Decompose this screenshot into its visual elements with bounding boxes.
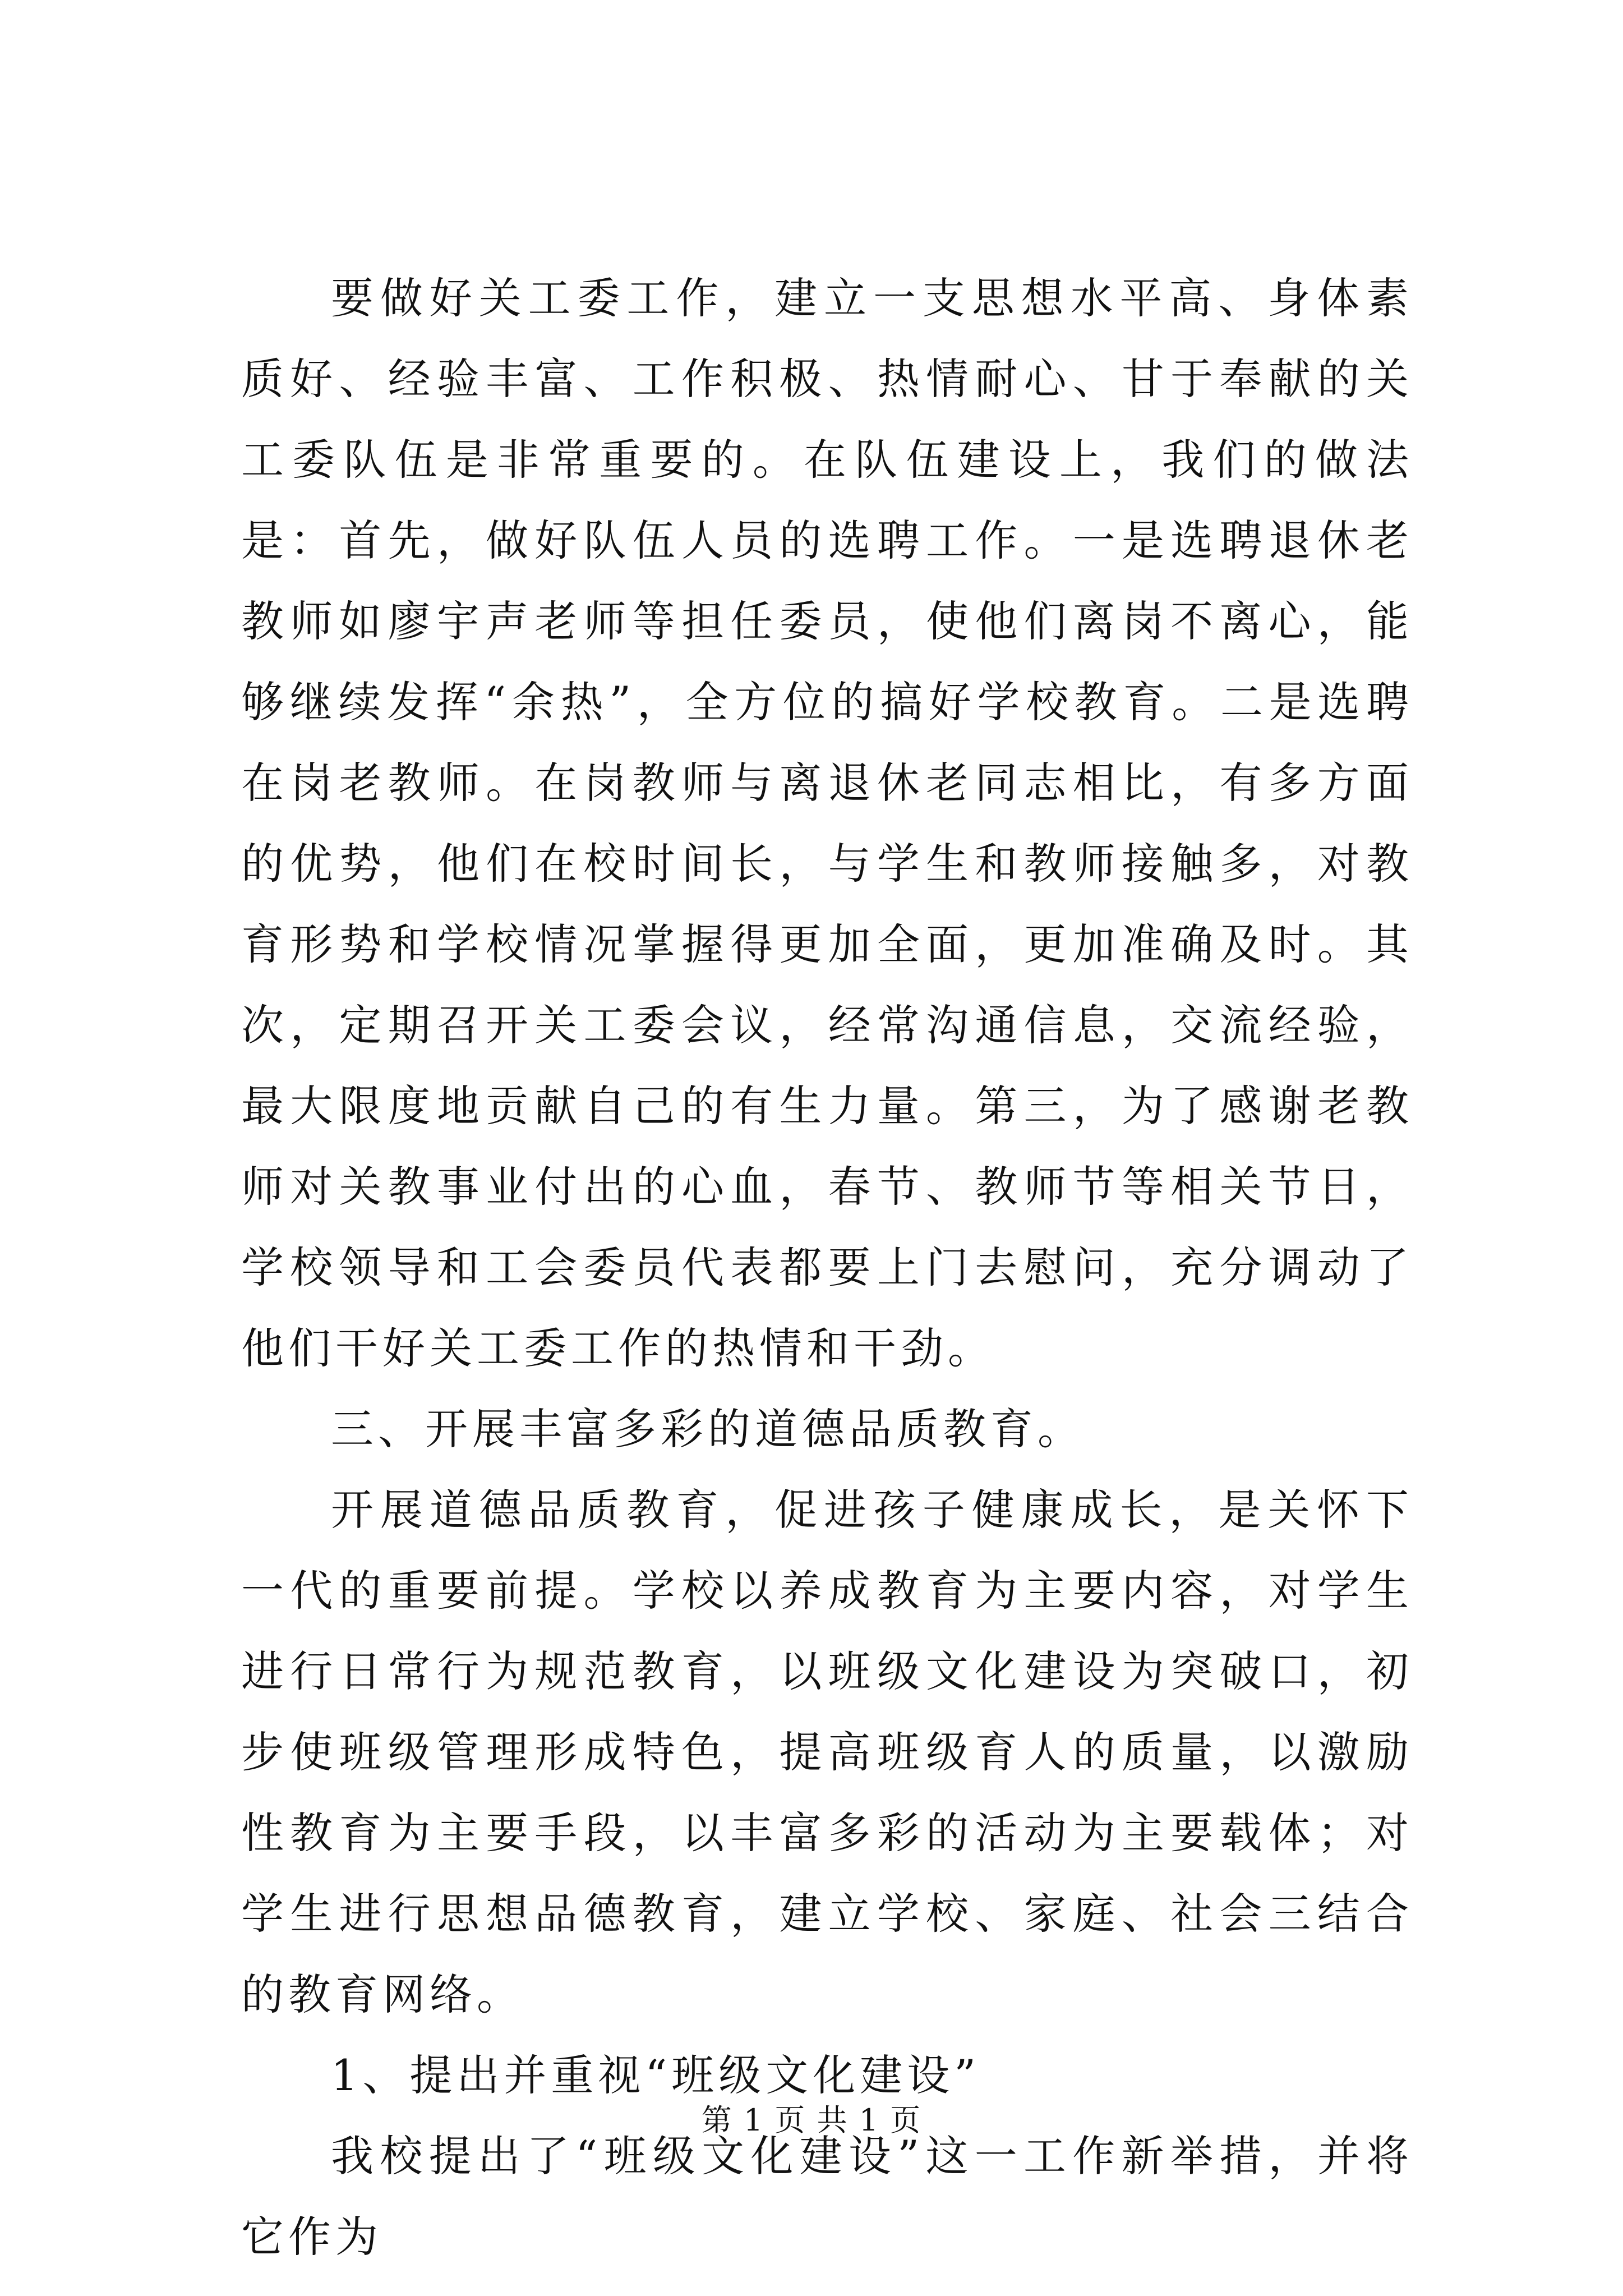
paragraph-team-building: 要做好关工委工作，建立一支思想水平高、身体素质好、经验丰富、工作积极、热情耐心、甘于奉献的关工委队伍是非常重要的。在队伍建设上，我们的做法是：首先，做好队伍人员的选聘工作。一是选聘退休老教师如廖宇声老师等担任委员，使他们离岗不离心，能够继续发挥“余热”，全方位的搞好学校教育。二是选聘在岗老教师。在岗教师与离退休老同志相比，有多方面的优势，他们在校时间长，与学生和教师接触多，对教育形势和学校情况掌握得更加全面，更加准确及时。其次，定期召开关工委会议，经常沟通信息，交流经验，最大限度地贡献自己的有生力量。第三，为了感谢老教师对关教事业付出的心血，春节、教师节等相关节日，学校领导和工会委员代表都要上门去慰问，充分调动了他们干好关工委工作的热情和干劲。 <box>241 273 1413 1373</box>
paragraph-moral-education: 开展道德品质教育，促进孩子健康成长，是关怀下一代的重要前提。学校以养成教育为主要内容，对学生进行日常行为规范教育，以班级文化建设为突破口，初步使班级管理形成特色，提高班级育人的质量，以激励性教育为主要手段，以丰富多彩的活动为主要载体；对学生进行思想品德教育，建立学校、家庭、社会三结合的教育网络。 <box>241 1485 1413 2019</box>
subheading-class-culture: 1、提出并重视“班级文化建设” <box>331 2050 981 2100</box>
page-footer: 第 1 页 共 1 页 <box>701 2102 922 2138</box>
paragraph-class-culture: 我校提出了“班级文化建设”这一工作新举措，并将它作为 <box>241 2131 1413 2262</box>
section-heading-moral-education: 三、开展丰富多彩的道德品质教育。 <box>331 1404 1085 1454</box>
document-body <box>241 258 1413 2277</box>
